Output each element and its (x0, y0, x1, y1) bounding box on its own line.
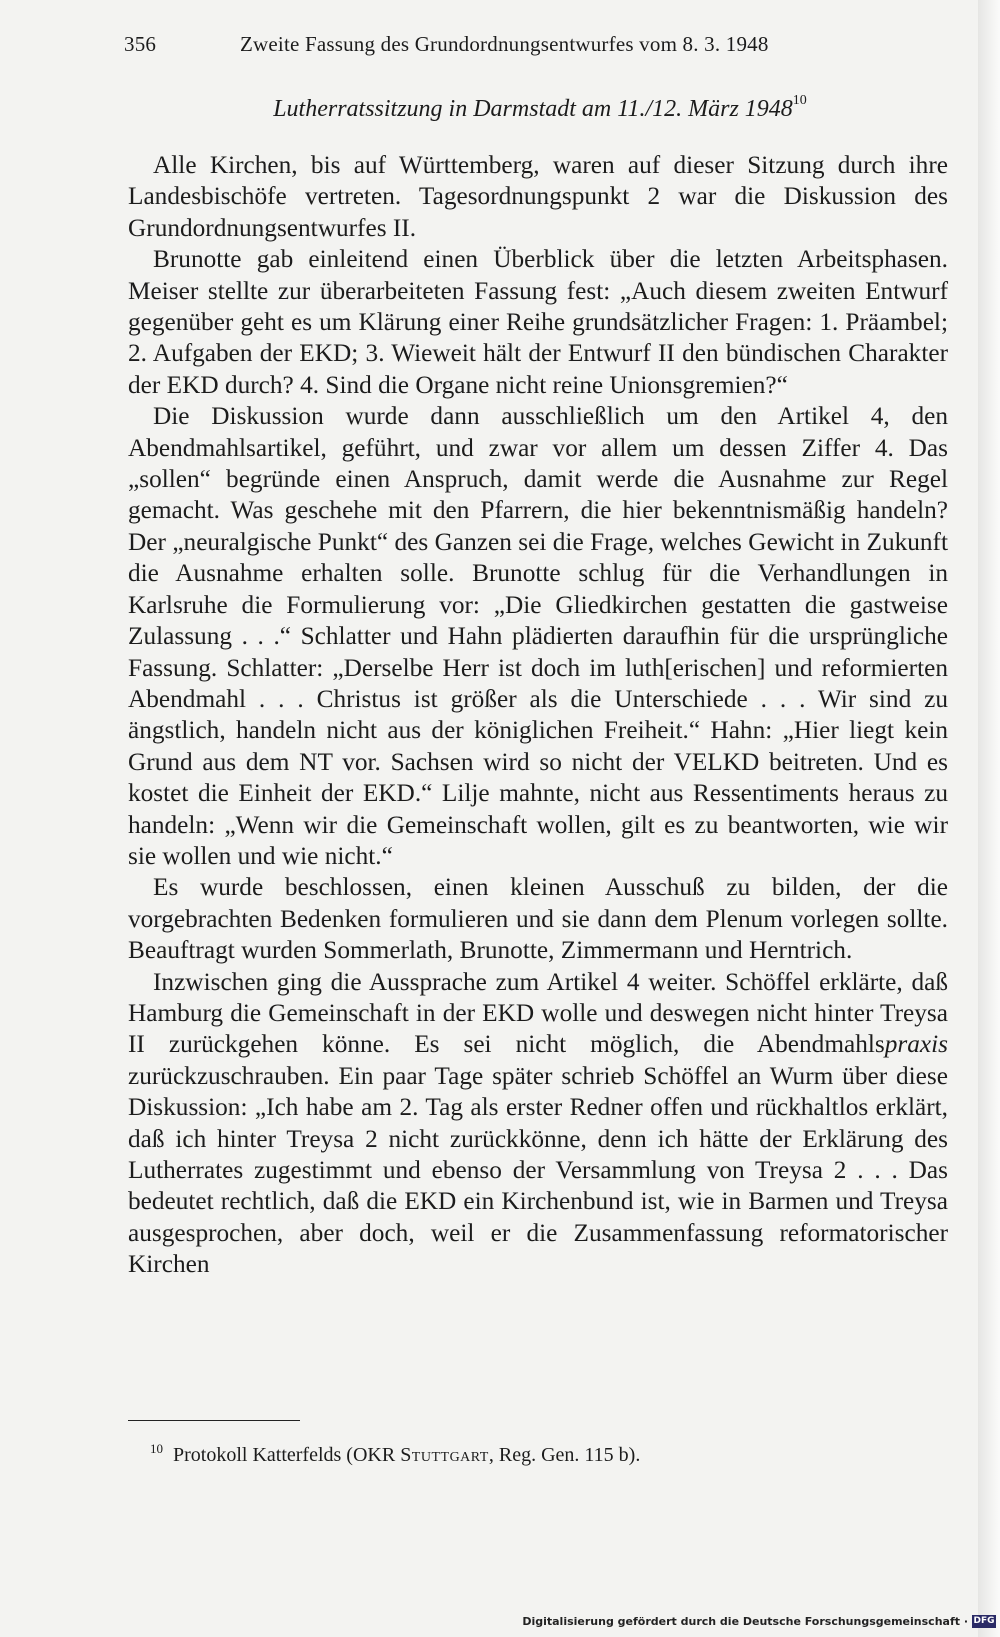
section-heading (210, 85, 870, 125)
paragraph: Brunotte gab einleitend einen Überblick über die letzten Arbeitsphasen. Meiser stellte zur überarbeiteten Fassung fest: „Auch diesem zweiten Entwurf gegenüber geht es um Klärung einer Reihe grundsätzlicher Fragen: 1. Präambel; 2. Aufgaben der EKD; 3. Wieweit hält der Entwurf II den bündischen Charakter der EKD durch? 4. Sind die Organe nicht reine Unionsgremien?“ (128, 245, 948, 399)
footnote-number: 10 (150, 1441, 163, 1456)
footnote-text: Protokoll Katterfelds (OKR (173, 1444, 401, 1466)
digitization-notice-text: Digitalisierung gefördert durch die Deutsche Forschungsgemeinschaft · (522, 1614, 968, 1628)
digitization-notice (522, 1612, 996, 1630)
dfg-logo: DFG (973, 1615, 995, 1626)
footnote-archive-name: Stuttgart (400, 1444, 489, 1466)
paragraph (128, 967, 948, 1281)
body-text (128, 150, 948, 1281)
page-number: 356 (124, 32, 157, 56)
running-title: Zweite Fassung des Grundordnungsentwurfes vom 8. 3. 1948 (240, 32, 769, 56)
scan-edge (978, 0, 1000, 1637)
italic-emphasis: praxis (884, 1030, 948, 1059)
paragraph-text: zurückzuschrauben. Ein paar Tage später schrieb Schöffel an Wurm über diese Diskussion: „Ich habe am 2. Tag als erster Redner offen und rückhaltlos erklärt, daß ich hinter Treysa 2 nicht zurückkönne, denn ich hätte der Erklärung des Lutherrates zugestimmt und ebenso der Versammlung von Treysa 2 . . . Das bedeutet rechtlich, daß die EKD ein Kirchenbund ist, wie in Barmen und Treysa ausgesprochen, aber doch, weil er die Zusammenfassung reformatorischer Kirchen (128, 1061, 948, 1279)
footnote-reference: 10 (792, 93, 807, 108)
paragraph: Es wurde beschlossen, einen kleinen Ausschuß zu bilden, der die vorgebrachten Bedenken formulieren und sie dann dem Plenum vorlegen sollte. Beauftragt wurden Sommerlath, Brunotte, Zimmermann und Herntrich. (128, 873, 948, 965)
footnote-divider (128, 1420, 300, 1421)
paragraph: Die Diskussion wurde dann ausschließlich um den Artikel 4, den Abendmahlsartikel, geführt, und zwar vor allem um dessen Ziffer 4. Das „sollen“ begründe einen Anspruch, damit werde die Ausnahme zur Regel gemacht. Was geschehe mit den Pfarrern, die hier bekenntnismäßig handeln? Der „neuralgische Punkt“ des Ganzen sei die Frage, welches Gewicht in Zukunft die Ausnahme erhalten solle. Brunotte schlug für die Verhandlungen in Karlsruhe die Formulierung vor: „Die Gliedkirchen gestatten die gastweise Zulassung . . .“ Schlatter und Hahn plädierten daraufhin für die ursprüngliche Fassung. Schlatter: „Derselbe Herr ist doch im luth[erischen] und reformierten Abendmahl . . . Christus ist größer als die Unterschiede . . . Wir sind zu ängstlich, handeln nicht aus der königlichen Freiheit.“ Hahn: „Hier liegt kein Grund aus dem NT vor. Sachsen wird so nicht der VELKD beitreten. Und es kostet die Einheit der EKD.“ Lilje mahnte, nicht aus Ressentiments heraus zu handeln: „Wenn wir die Gemeinschaft wollen, gilt es zu beantworten, wie wir sie wollen und wie nicht.“ (128, 402, 948, 870)
paragraph-text: Inzwischen ging die Aussprache zum Artikel 4 weiter. Schöffel erklärte, daß Hamburg die Gemeinschaft in der EKD wolle und deswegen nicht hinter Treysa II zurückgehen könne. Es sei nicht möglich, die Abendmahls (128, 967, 948, 1059)
paragraph: Alle Kirchen, bis auf Württemberg, waren auf dieser Sitzung durch ihre Landesbischöfe vertreten. Tagesordnungspunkt 2 war die Diskussion des Grundordnungsentwurfes II. (128, 151, 948, 242)
footnote-text: , Reg. Gen. 115 b). (488, 1444, 641, 1466)
section-heading-text: Lutherratssitzung in Darmstadt am 11./12. März 1948 (273, 96, 793, 122)
footnote (150, 1436, 930, 1468)
